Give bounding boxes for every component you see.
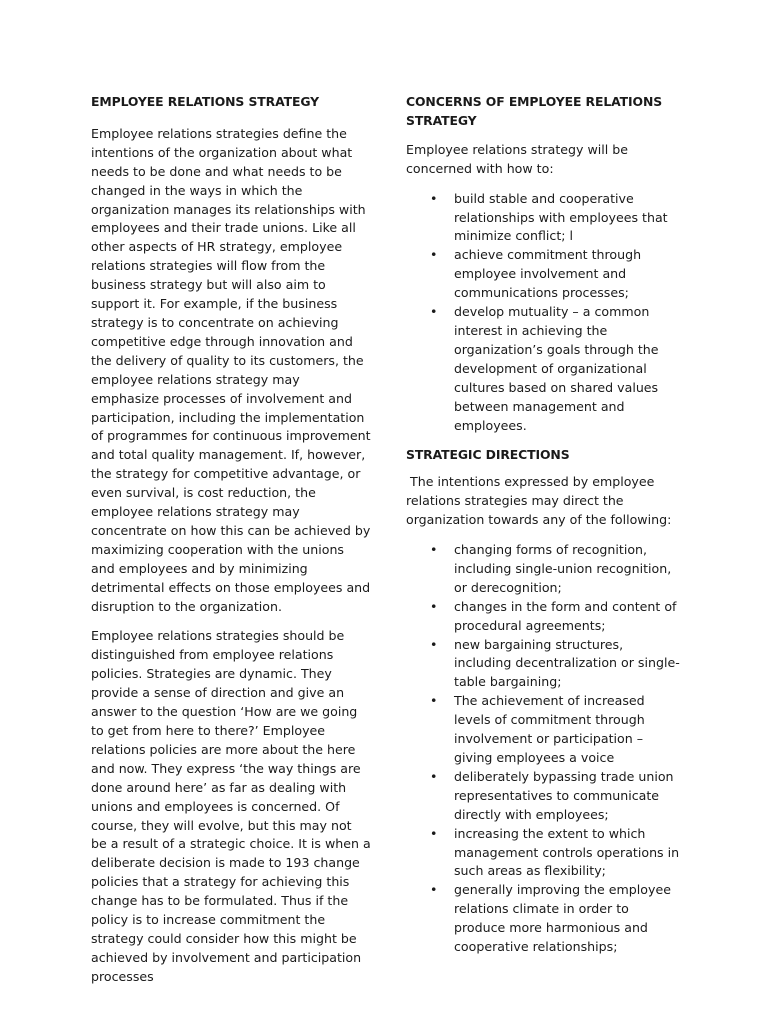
concerns-heading: CONCERNS OF EMPLOYEE RELATIONS STRATEGY: [406, 94, 663, 128]
list-item: • achieve commitment through employee involvement and communications processes;: [406, 246, 684, 303]
strategy-definition-paragraph: Employee relations strategies define the intentions of the organization about what needs to be done and what needs to be changed in the ways in which the organization manages its relationships with employees and their trade unions. Like all other aspects of HR strategy, employee relations strategies will flow from the business strategy but will also aim to support it. For example, if the business strategy is to concentrate on achieving competitive edge through innovation and the delivery of quality to its customers, the employee relations strategy may emphasize processes of involvement and participation, including the implementation of programmes for continuous improvement and total quality management. If, however, the strategy for competitive advantage, or even survival, is cost reduction, the employee relations strategy may concentrate on how this can be achieved by maximizing cooperation with the unions and employees and by minimizing detrimental effects on those employees and disruption to the organization.: [91, 125, 371, 614]
concerns-list: [406, 190, 684, 436]
list-item: • The achievement of increased levels of commitment through involvement or participation – giving employees a voice: [406, 692, 684, 768]
strategies-vs-policies-paragraph: Employee relations strategies should be distinguished from employee relations policies. Strategies are dynamic. They provide a sense of direction and give an answer to the question ‘How are we going to get from here to there?’ Employee relations policies are more about the here and now. They express ‘the way things are done around here’ as far as dealing with unions and employees is concerned. Of course, they will evolve, but this may not be a result of a strategic choice. It is when a deliberate decision is made to 193 change policies that a strategy for achieving this change has to be formulated. Thus if the policy is to increase commitment the strategy could consider how this might be achieved by involvement and participation processes: [91, 628, 371, 984]
list-item: • changes in the form and content of procedural agreements;: [406, 598, 684, 636]
list-item: • deliberately bypassing trade union representatives to communicate directly with employees;: [406, 768, 684, 825]
strategic-directions-list: [406, 541, 684, 957]
right-column: [406, 93, 684, 968]
list-item: • increasing the extent to which management controls operations in such areas as flexibility;: [406, 825, 684, 882]
list-item: • develop mutuality – a common interest in achieving the organization’s goals through the development of organizational cultures based on shared values between management and employees.: [406, 303, 684, 435]
list-item: • build stable and cooperative relationships with employees that minimize conflict; l: [406, 190, 684, 247]
left-column: [91, 93, 371, 998]
list-item: • changing forms of recognition, including single-union recognition, or derecognition;: [406, 541, 684, 598]
strategic-directions-heading: STRATEGIC DIRECTIONS: [406, 447, 570, 463]
employee-relations-strategy-heading: EMPLOYEE RELATIONS STRATEGY: [91, 94, 319, 109]
list-item: • new bargaining structures, including decentralization or single-table bargaining;: [406, 636, 684, 693]
list-item: • generally improving the employee relations climate in order to produce more harmonious and cooperative relationships;: [406, 881, 684, 957]
concerns-intro: Employee relations strategy will be concerned with how to:: [406, 141, 629, 176]
strategic-intro: The intentions expressed by employee relations strategies may direct the organization towards any of the following:: [406, 474, 672, 528]
